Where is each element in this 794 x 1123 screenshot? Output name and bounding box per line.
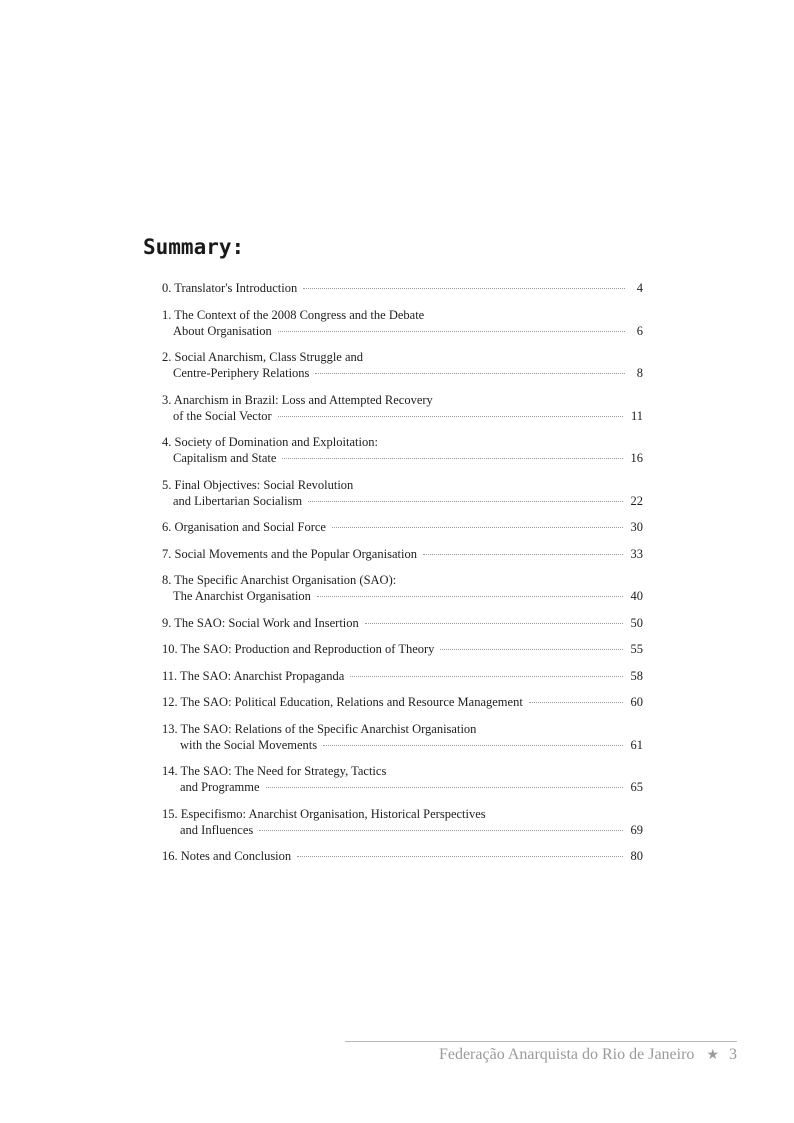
toc-entry[interactable] (162, 280, 643, 296)
toc-page-number: 33 (630, 546, 643, 561)
toc-entry[interactable] (162, 572, 643, 604)
toc-page-number: 8 (636, 366, 643, 380)
toc-page-number: 58 (630, 668, 643, 683)
toc-page-number: 55 (630, 642, 643, 656)
toc-dot-leader (332, 527, 623, 528)
toc-entry-title: Capitalism and State (173, 451, 277, 465)
toc-entry-title: 0. Translator's Introduction (162, 281, 298, 295)
toc-entry-title: About Organisation (173, 323, 272, 338)
toc-page-number: 61 (630, 737, 643, 752)
toc-dot-leader (440, 649, 622, 650)
star-icon: ★ (706, 1048, 719, 1063)
toc-dot-leader (323, 745, 622, 746)
toc-dot-leader (266, 787, 623, 788)
footer-page-number: 3 (729, 1046, 737, 1063)
toc-entry[interactable] (162, 848, 643, 864)
toc-dot-leader (350, 676, 622, 677)
footer-publisher: Federação Anarquista do Rio de Janeiro (438, 1046, 695, 1063)
toc-entry-title: and Libertarian Socialism (173, 493, 303, 508)
toc-dot-leader (303, 288, 625, 289)
toc-dot-leader (308, 501, 622, 502)
toc-entry-title: 16. Notes and Conclusion (162, 849, 292, 863)
toc-page-number: 4 (636, 281, 643, 295)
toc-page-number: 6 (636, 323, 643, 338)
toc-entry-title: and Programme (180, 780, 260, 794)
toc-entry-title: with the Social Movements (180, 737, 318, 752)
toc-dot-leader (317, 596, 623, 597)
toc-dot-leader (315, 373, 625, 374)
toc-dot-leader (278, 416, 623, 417)
toc-entry-title: 10. The SAO: Production and Reproduction of Theory (162, 642, 435, 656)
toc-entry[interactable] (162, 349, 643, 381)
toc-entry-title: 6. Organisation and Social Force (162, 520, 326, 534)
summary-heading: Summary: (143, 235, 245, 259)
toc-dot-leader (365, 623, 623, 624)
toc-entry-title: 13. The SAO: Relations of the Specific Anarchist Organisation (162, 721, 477, 736)
toc-dot-leader (282, 458, 622, 459)
toc-entry-title: and Influences (180, 822, 254, 837)
toc-entry-title: of the Social Vector (173, 408, 272, 423)
toc-entry-title: 15. Especifismo: Anarchist Organisation, Historical Perspectives (162, 806, 486, 821)
toc-entry[interactable] (162, 615, 643, 631)
toc-entry[interactable] (162, 434, 643, 466)
toc-entry[interactable] (162, 546, 643, 562)
toc-entry[interactable] (162, 307, 643, 339)
toc-entry[interactable] (162, 721, 643, 753)
toc-page-number: 65 (630, 780, 643, 794)
toc-entry[interactable] (162, 694, 643, 710)
toc-entry-title: 1. The Context of the 2008 Congress and the Debate (162, 307, 425, 322)
toc-entry-title: 12. The SAO: Political Education, Relations and Resource Management (162, 695, 523, 709)
toc-entry-title: 8. The Specific Anarchist Organisation (SAO): (162, 573, 397, 587)
toc-entry-title: The Anarchist Organisation (173, 589, 311, 603)
toc-dot-leader (529, 702, 623, 703)
toc-dot-leader (423, 554, 623, 555)
page-footer (345, 1045, 737, 1066)
toc-entry[interactable] (162, 519, 643, 535)
toc-entry[interactable] (162, 392, 643, 424)
toc-dot-leader (278, 331, 625, 332)
toc-page-number: 60 (630, 695, 643, 709)
toc-entry-title: 7. Social Movements and the Popular Organisation (162, 546, 417, 561)
toc-page-number: 22 (630, 493, 643, 508)
toc-page-number: 50 (630, 615, 643, 630)
toc-page-number: 16 (630, 451, 643, 465)
toc-entry[interactable] (162, 763, 643, 795)
toc-entry[interactable] (162, 668, 643, 684)
toc-entry-title: 2. Social Anarchism, Class Struggle and (162, 350, 364, 364)
toc-entry-title: 9. The SAO: Social Work and Insertion (162, 615, 359, 630)
table-of-contents (162, 280, 643, 875)
toc-entry-title: Centre-Periphery Relations (173, 366, 310, 380)
toc-entry[interactable] (162, 477, 643, 509)
toc-entry[interactable] (162, 806, 643, 838)
toc-entry-title: 3. Anarchism in Brazil: Loss and Attempted Recovery (162, 392, 433, 407)
toc-entry-title: 4. Society of Domination and Exploitation: (162, 435, 378, 449)
toc-dot-leader (259, 830, 622, 831)
footer-divider (345, 1041, 737, 1042)
toc-entry-title: 5. Final Objectives: Social Revolution (162, 477, 354, 492)
toc-page-number: 69 (630, 822, 643, 837)
toc-dot-leader (297, 856, 622, 857)
toc-page-number: 11 (630, 408, 643, 423)
toc-page-number: 30 (630, 520, 643, 534)
toc-entry[interactable] (162, 641, 643, 657)
toc-entry-title: 11. The SAO: Anarchist Propaganda (162, 668, 345, 683)
toc-page-number: 40 (630, 589, 643, 603)
toc-entry-title: 14. The SAO: The Need for Strategy, Tactics (162, 764, 387, 778)
toc-page-number: 80 (630, 849, 643, 863)
